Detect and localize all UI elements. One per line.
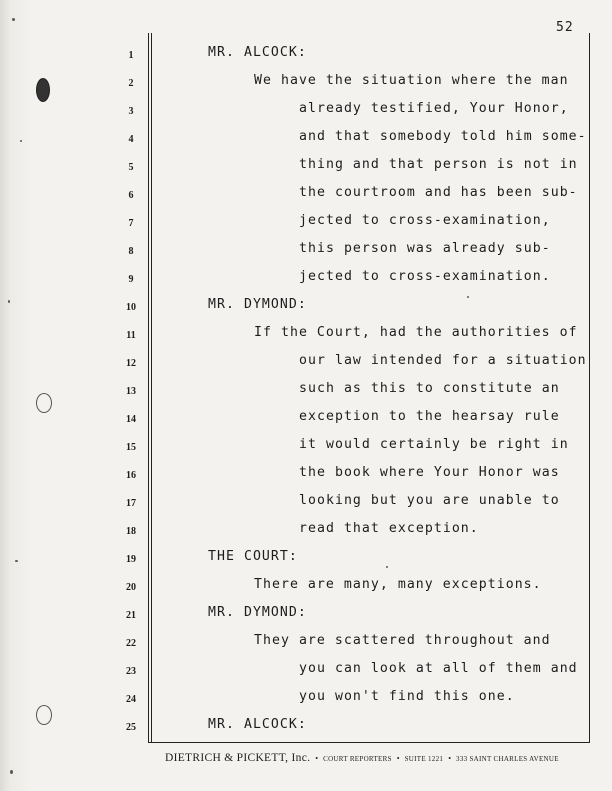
transcript-line: the courtroom and has been sub- [299, 185, 578, 200]
scan-speck [10, 770, 13, 774]
transcript-line: such as this to constitute an [299, 381, 560, 396]
line-number: 16 [126, 470, 136, 481]
binder-hole [36, 705, 52, 725]
line-number: 1 [128, 50, 134, 61]
line-number: 13 [126, 386, 136, 397]
transcript-line: this person was already sub- [299, 241, 551, 256]
line-number: 25 [126, 722, 136, 733]
transcript-line: exception to the hearsay rule [299, 409, 560, 424]
scan-speck [8, 300, 10, 303]
transcript-line: and that somebody told him some- [299, 129, 587, 144]
line-number: 23 [126, 666, 136, 677]
separator-dot: • [315, 754, 319, 763]
transcript-line: thing and that person is not in [299, 157, 578, 172]
scan-edge [0, 0, 40, 791]
line-number: 14 [126, 414, 136, 425]
reporter-footer [165, 752, 585, 764]
scan-speck [20, 140, 22, 142]
speaker-label: THE COURT: [208, 549, 298, 564]
line-number: 3 [128, 106, 134, 117]
bottom-rule [149, 742, 589, 743]
scan-speck [15, 560, 18, 562]
transcript-line: There are many, many exceptions. [254, 577, 542, 592]
page-number: 52 [556, 20, 574, 35]
transcript-line: jected to cross-examination. [299, 269, 551, 284]
line-number: 17 [126, 498, 136, 509]
transcript-line: We have the situation where the man [254, 73, 569, 88]
transcript-line: you won't find this one. [299, 689, 515, 704]
margin-rule [151, 33, 152, 743]
transcript-line: already testified, Your Honor, [299, 101, 569, 116]
firm-suite: SUITE 1221 [404, 755, 444, 763]
separator-dot: • [396, 754, 400, 763]
line-number: 2 [128, 78, 134, 89]
binder-hole [36, 78, 50, 102]
transcript-line: If the Court, had the authorities of [254, 325, 578, 340]
speaker-label: MR. DYMOND: [208, 297, 307, 312]
transcript-line: the book where Your Honor was [299, 465, 560, 480]
firm-service: COURT REPORTERS [323, 755, 392, 763]
line-number: 15 [126, 442, 136, 453]
transcript-line: looking but you are unable to [299, 493, 560, 508]
transcript-line: you can look at all of them and [299, 661, 578, 676]
line-number: 11 [126, 330, 136, 341]
line-number: 6 [128, 190, 134, 201]
line-number: 18 [126, 526, 136, 537]
line-number: 19 [126, 554, 136, 565]
transcript-line: it would certainly be right in [299, 437, 569, 452]
line-number: 20 [126, 582, 136, 593]
line-number: 12 [126, 358, 136, 369]
firm-address: 333 SAINT CHARLES AVENUE [456, 755, 559, 763]
line-number: 24 [126, 694, 136, 705]
line-number: 22 [126, 638, 136, 649]
line-number: 5 [128, 162, 134, 173]
binder-hole [36, 393, 52, 413]
transcript-line: jected to cross-examination, [299, 213, 551, 228]
speaker-label: MR. ALCOCK: [208, 717, 307, 732]
transcript-line: our law intended for a situation [299, 353, 587, 368]
firm-name: DIETRICH & PICKETT, Inc. [165, 752, 311, 764]
separator-dot: • [448, 754, 452, 763]
line-number: 21 [126, 610, 136, 621]
transcript-line: They are scattered throughout and [254, 633, 551, 648]
line-number: 10 [126, 302, 136, 313]
line-number: 7 [128, 218, 134, 229]
speaker-label: MR. DYMOND: [208, 605, 307, 620]
scan-speck [12, 18, 15, 21]
line-number: 8 [128, 246, 134, 257]
transcript-line: read that exception. [299, 521, 479, 536]
line-number: 4 [128, 134, 134, 145]
speaker-label: MR. ALCOCK: [208, 45, 307, 60]
line-number: 9 [128, 274, 134, 285]
